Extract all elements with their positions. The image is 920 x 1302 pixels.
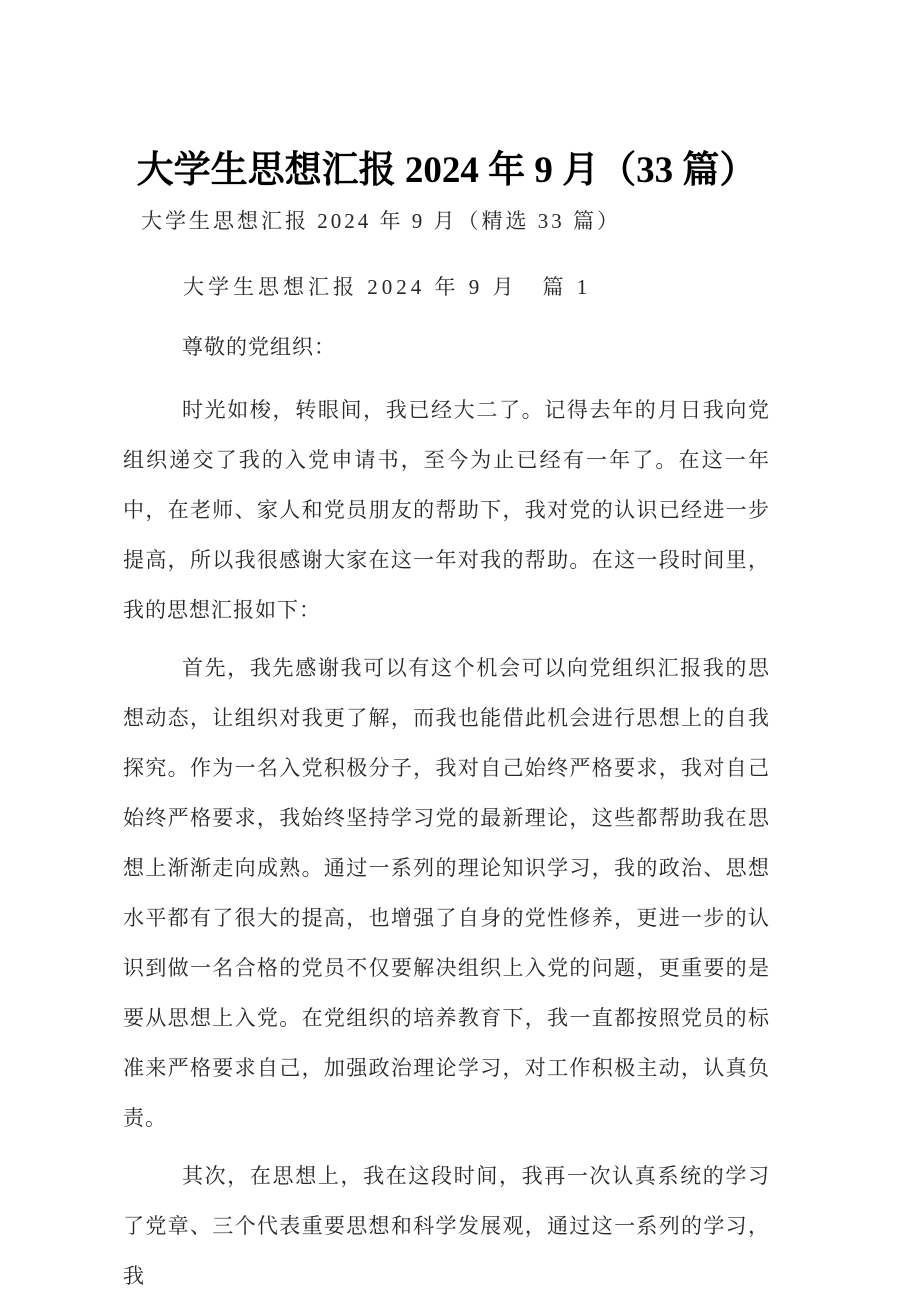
document-subtitle: 大学生思想汇报 2024 年 9 月（精选 33 篇） <box>141 209 621 233</box>
paragraph-second-point: 其次，在思想上，我在这段时间，我再一次认真系统的学习了党章、三个代表重要思想和科学发展观，通过这一系列的学习，我 <box>123 1164 770 1288</box>
salutation: 尊敬的党组织： <box>182 335 336 359</box>
section-heading-part1: 大学生思想汇报 2024 年 9 月 篇 1 <box>183 275 592 299</box>
document-title: 大学生思想汇报 2024 年 9 月（33 篇） <box>136 150 757 191</box>
paragraph-first-point: 首先，我先感谢我可以有这个机会可以向党组织汇报我的思想动态，让组织对我更了解，而我也能借此机会进行思想上的自我探究。作为一名入党积极分子，我对自己始终严格要求，我对自己始终严格要求，我始终坚持学习党的最新理论，这些都帮助我在思想上渐渐走向成熟。通过一系列的理论知识学习，我的政治、思想水平都有了很大的提高，也增强了自身的党性修养，更进一步的认识到做一名合格的党员不仅要解决组织上入党的问题，更重要的是要从思想上入党。在党组织的培养教育下，我一直都按照党员的标准来严格要求自己，加强政治理论学习，对工作积极主动，认真负责。 <box>123 656 770 1130</box>
paragraph-opening: 时光如梭，转眼间，我已经大二了。记得去年的月日我向党组织递交了我的入党申请书，至今为止已经有一年了。在这一年中，在老师、家人和党员朋友的帮助下，我对党的认识已经进一步提高，所以我很感谢大家在这一年对我的帮助。在这一段时间里，我的思想汇报如下： <box>123 398 770 622</box>
